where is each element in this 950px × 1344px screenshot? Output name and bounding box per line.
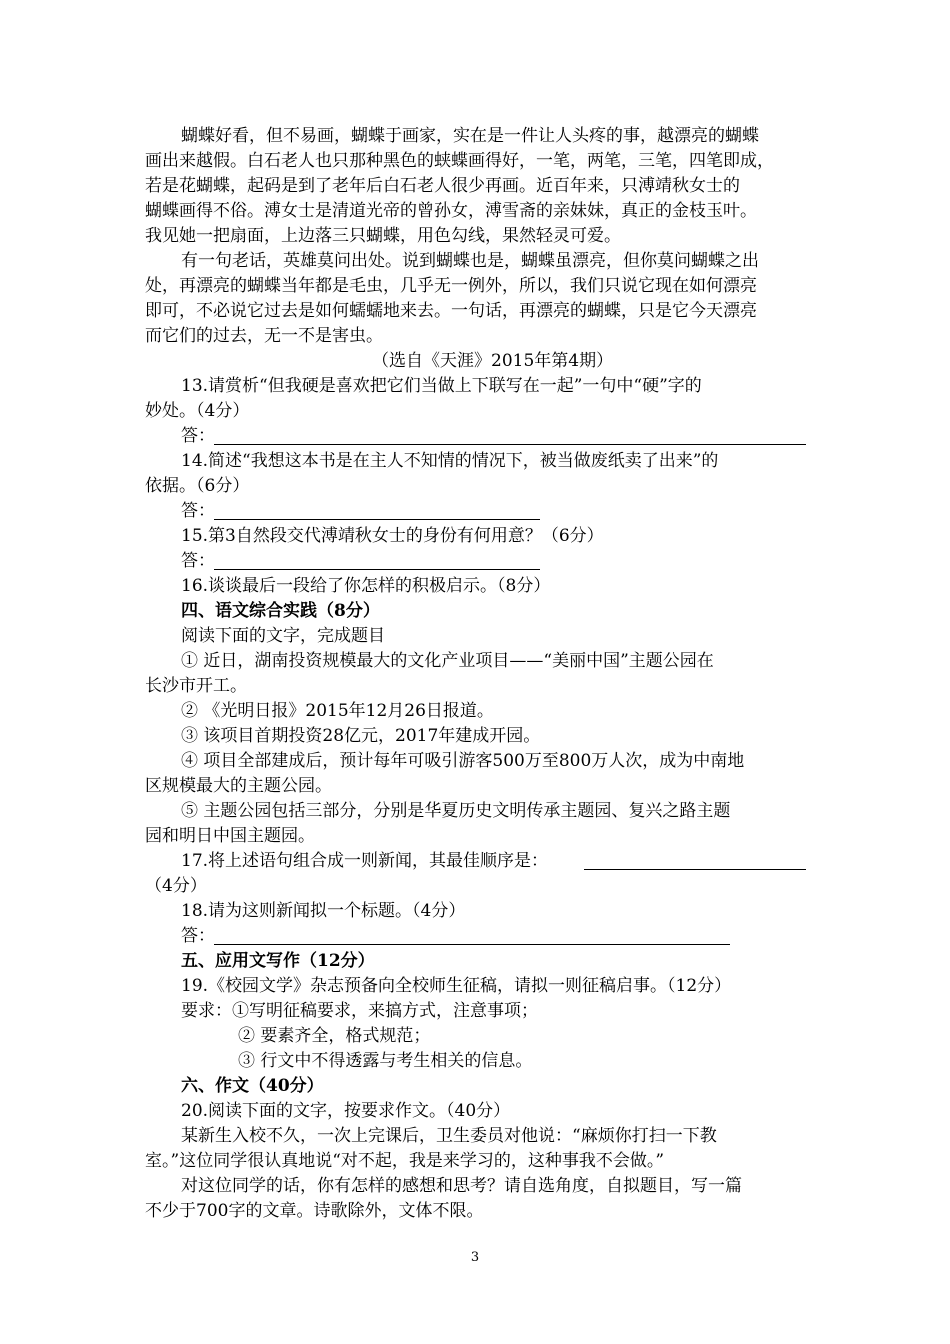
question-13-cont: 妙处。（4分）	[145, 401, 250, 421]
passage-line: 我见她一把扇面，上边落三只蝴蝶，用色勾线，果然轻灵可爱。	[145, 226, 621, 246]
answer-label: 答：	[181, 426, 215, 446]
answer-label: 答：	[181, 926, 215, 946]
answer-label: 答：	[181, 501, 215, 521]
question-14: 14.简述“我想这本书是在主人不知情的情况下，被当做废纸卖了出来”的	[181, 451, 719, 471]
task-line: 对这位同学的话，你有怎样的感想和思考？请自选角度，自拟题目，写一篇	[181, 1176, 742, 1196]
requirement-2: ② 要素齐全，格式规范；	[238, 1026, 431, 1046]
question-13: 13.请赏析“但我硬是喜欢把它们当做上下联写在一起”一句中“硬”字的	[181, 376, 702, 396]
answer-blank-14[interactable]	[214, 519, 540, 520]
story-line: 室。”这位同学很认真地说“对不起，我是来学习的，这种事我不会做。”	[145, 1151, 665, 1171]
passage-line: 有一句老话，英雄莫问出处。说到蝴蝶也是，蝴蝶虽漂亮，但你莫问蝴蝶之出	[181, 251, 759, 271]
news-item-5-cont: 园和明日中国主题园。	[145, 826, 315, 846]
news-item-4: ④ 项目全部建成后，预计每年可吸引游客500万至800万人次，成为中南地	[181, 751, 745, 771]
requirement-3: ③ 行文中不得透露与考生相关的信息。	[238, 1051, 533, 1071]
question-16: 16.谈谈最后一段给了你怎样的积极启示。（8分）	[181, 576, 551, 596]
section-4-instruction: 阅读下面的文字，完成题目	[181, 626, 385, 646]
story-line: 某新生入校不久，一次上完课后，卫生委员对他说：“麻烦你打扫一下教	[181, 1126, 717, 1146]
question-17-points: （4分）	[145, 876, 207, 896]
passage-line: 若是花蝴蝶，起码是到了老年后白石老人很少再画。近百年来，只溥靖秋女士的	[145, 176, 740, 196]
requirement-1: 要求：①写明征稿要求，来搞方式，注意事项；	[181, 1001, 538, 1021]
passage-line: 而它们的过去，无一不是害虫。	[145, 326, 383, 346]
passage-line: 蝴蝶画得不俗。溥女士是清道光帝的曾孙女，溥雪斋的亲妹妹，真正的金枝玉叶。	[145, 201, 757, 221]
question-15: 15.第3自然段交代溥靖秋女士的身份有何用意？（6分）	[181, 526, 604, 546]
source-caption: （选自《天涯》2015年第4期）	[372, 351, 614, 371]
news-item-4-cont: 区规模最大的主题公园。	[145, 776, 332, 796]
answer-label: 答：	[181, 551, 215, 571]
answer-blank-18[interactable]	[214, 944, 730, 945]
question-17: 17.将上述语句组合成一则新闻，其最佳顺序是：	[181, 851, 549, 871]
passage-line: 即可，不必说它过去是如何蠕蠕地来去。一句话，再漂亮的蝴蝶，只是它今天漂亮	[145, 301, 757, 321]
question-20: 20.阅读下面的文字，按要求作文。（40分）	[181, 1101, 511, 1121]
page-number: 3	[470, 1250, 480, 1265]
news-item-1-cont: 长沙市开工。	[145, 676, 247, 696]
answer-blank-13[interactable]	[214, 444, 806, 445]
question-19: 19.《校园文学》杂志预备向全校师生征稿，请拟一则征稿启事。（12分）	[181, 976, 732, 996]
section-6-heading: 六、作文（40分）	[181, 1076, 324, 1096]
news-item-5: ⑤ 主题公园包括三部分，分别是华夏历史文明传承主题园、复兴之路主题	[181, 801, 731, 821]
section-5-heading: 五、应用文写作（12分）	[181, 951, 375, 971]
question-18: 18.请为这则新闻拟一个标题。（4分）	[181, 901, 466, 921]
news-item-3: ③ 该项目首期投资28亿元，2017年建成开园。	[181, 726, 541, 746]
question-14-cont: 依据。（6分）	[145, 476, 250, 496]
news-item-2: ② 《光明日报》2015年12月26日报道。	[181, 701, 494, 721]
passage-line: 处，再漂亮的蝴蝶当年都是毛虫，几乎无一例外，所以，我们只说它现在如何漂亮	[145, 276, 757, 296]
section-4-heading: 四、语文综合实践（8分）	[181, 601, 380, 621]
passage-line: 画出来越假。白石老人也只那种黑色的蛱蝶画得好，一笔，两笔，三笔，四笔即成，	[145, 151, 774, 171]
answer-blank-17[interactable]	[584, 869, 806, 870]
passage-line: 蝴蝶好看，但不易画，蝴蝶于画家，实在是一件让人头疼的事，越漂亮的蝴蝶	[181, 126, 759, 146]
task-line: 不少于700字的文章。诗歌除外，文体不限。	[145, 1201, 484, 1221]
answer-blank-15[interactable]	[214, 569, 540, 570]
news-item-1: ① 近日，湖南投资规模最大的文化产业项目——“美丽中国”主题公园在	[181, 651, 714, 671]
